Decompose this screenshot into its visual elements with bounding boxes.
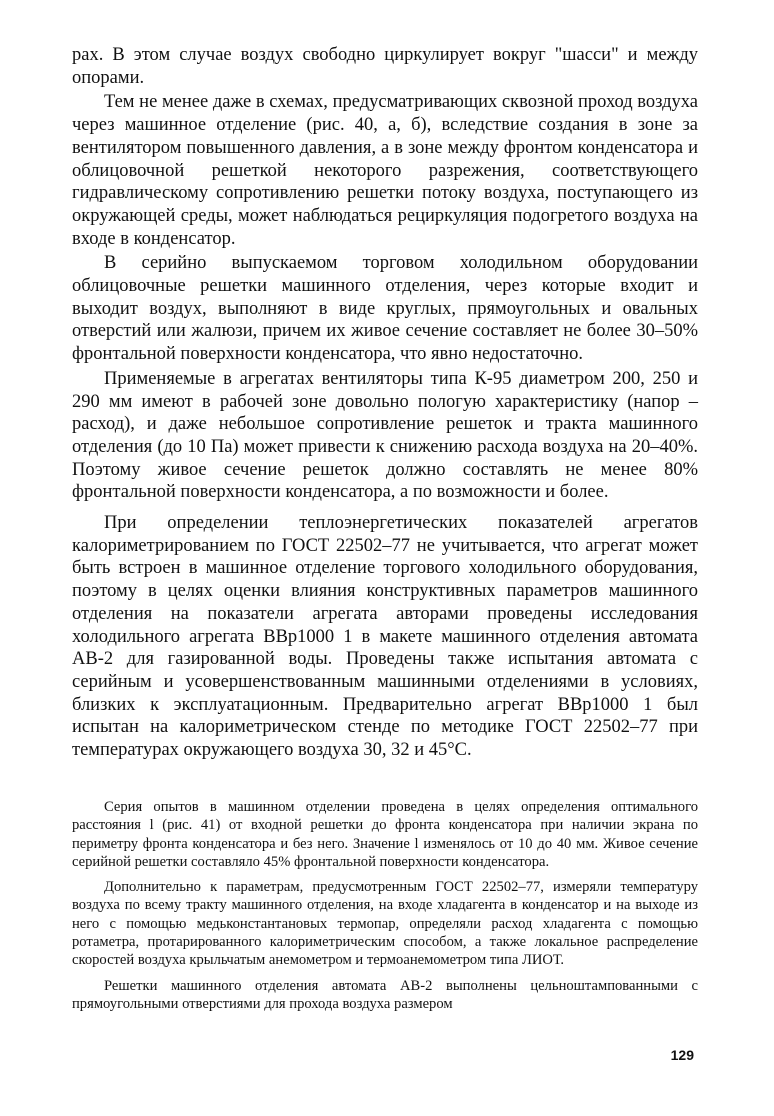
paragraph-grille-design: Решетки машинного отделения автомата АВ-2 выполнены цельноштампованными с прямоугольными отверстиями для прохода воздуха размером (72, 977, 698, 1012)
main-text (72, 44, 698, 762)
paragraph-calorimetry: При определении теплоэнергетических показателей агрегатов калориметрированием по ГОСТ 22502–77 не учитывается, что агрегат может быть встроен в машинное отделение торгового холодильного оборудования, поэтому в целях оценки влияния конструктивных параметров машинного отделения на показатели агрегата авторами проведены исследования холодильного агрегата ВВр1000 1 в макете машинного отделения автомата АВ-2 для газированной воды. Проведены также испытания автомата с серийным и усовершенствованным машинными отделениями в условиях, близких к эксплуатационным. Предварительно агрегат ВВр1000 1 был испытан на калориметрическом стенде по методике ГОСТ 22502–77 при температурах окружающего воздуха 30, 32 и 45°С. (72, 513, 698, 761)
page-number: 129 (670, 1047, 694, 1063)
paragraph-fans: Применяемые в агрегатах вентиляторы типа К-95 диаметром 200, 250 и 290 мм имеют в рабочей зоне довольно пологую характеристику (напор – расход), и даже небольшое сопротивление решеток и тракта машинного отделения (до 10 Па) может привести к снижению расхода воздуха на 20–40%. Поэтому живое сечение решеток должно составлять не менее 80% фронтальной поверхности конденсатора, а по возможности и более. (72, 368, 698, 503)
paragraph-measurements: Дополнительно к параметрам, предусмотренным ГОСТ 22502–77, измеряли температуру воздуха по всему тракту машинного отделения, на входе хладагента в конденсатор и на выходе из него с помощью медьконстантановых термопар, определяли расход хладагента с помощью ротаметра, протарированного калориметрическим способом, а также локальное распределение скоростей воздуха крыльчатым анемометром и термоанемометром типа ЛИОТ. (72, 879, 698, 969)
paragraph-grilles: В серийно выпускаемом торговом холодильном оборудовании облицовочные решетки машинного отделения, через которые входит и выходит воздух, выполняют в виде круглых, прямоугольных и овальных отверстий или жалюзи, причем их живое сечение составляет не более 30–50% фронтальной поверхности конденсатора, что явно недостаточно. (72, 253, 698, 365)
small-print-text (72, 798, 698, 1013)
paragraph-continuation: рах. В этом случае воздух свободно циркулирует вокруг "шасси" и между опорами. (72, 45, 698, 88)
paragraph-experiment-series: Серия опытов в машинном отделении проведена в целях определения оптимального расстояния l (рис. 41) от входной решетки до фронта конденсатора при наличии экрана по периметру фронта конденсатора и без него. Значение l изменялось от 10 до 40 мм. Живое сечение серийной решетки составляло 45% фронтальной поверхности конденсатора. (72, 799, 698, 870)
paragraph-recirculation: Тем не менее даже в схемах, предусматривающих сквозной проход воздуха через машинное отделение (рис. 40, а, б), вследствие создания в зоне за вентилятором повышенного давления, а в зоне между фронтом конденсатора и облицовочной решеткой некоторого разрежения, соответствующего гидравлическому сопротивлению решетки потоку воздуха, поступающего из окружающей среды, может наблюдаться рециркуляция подогретого воздуха на входе в конденсатор. (72, 92, 698, 249)
